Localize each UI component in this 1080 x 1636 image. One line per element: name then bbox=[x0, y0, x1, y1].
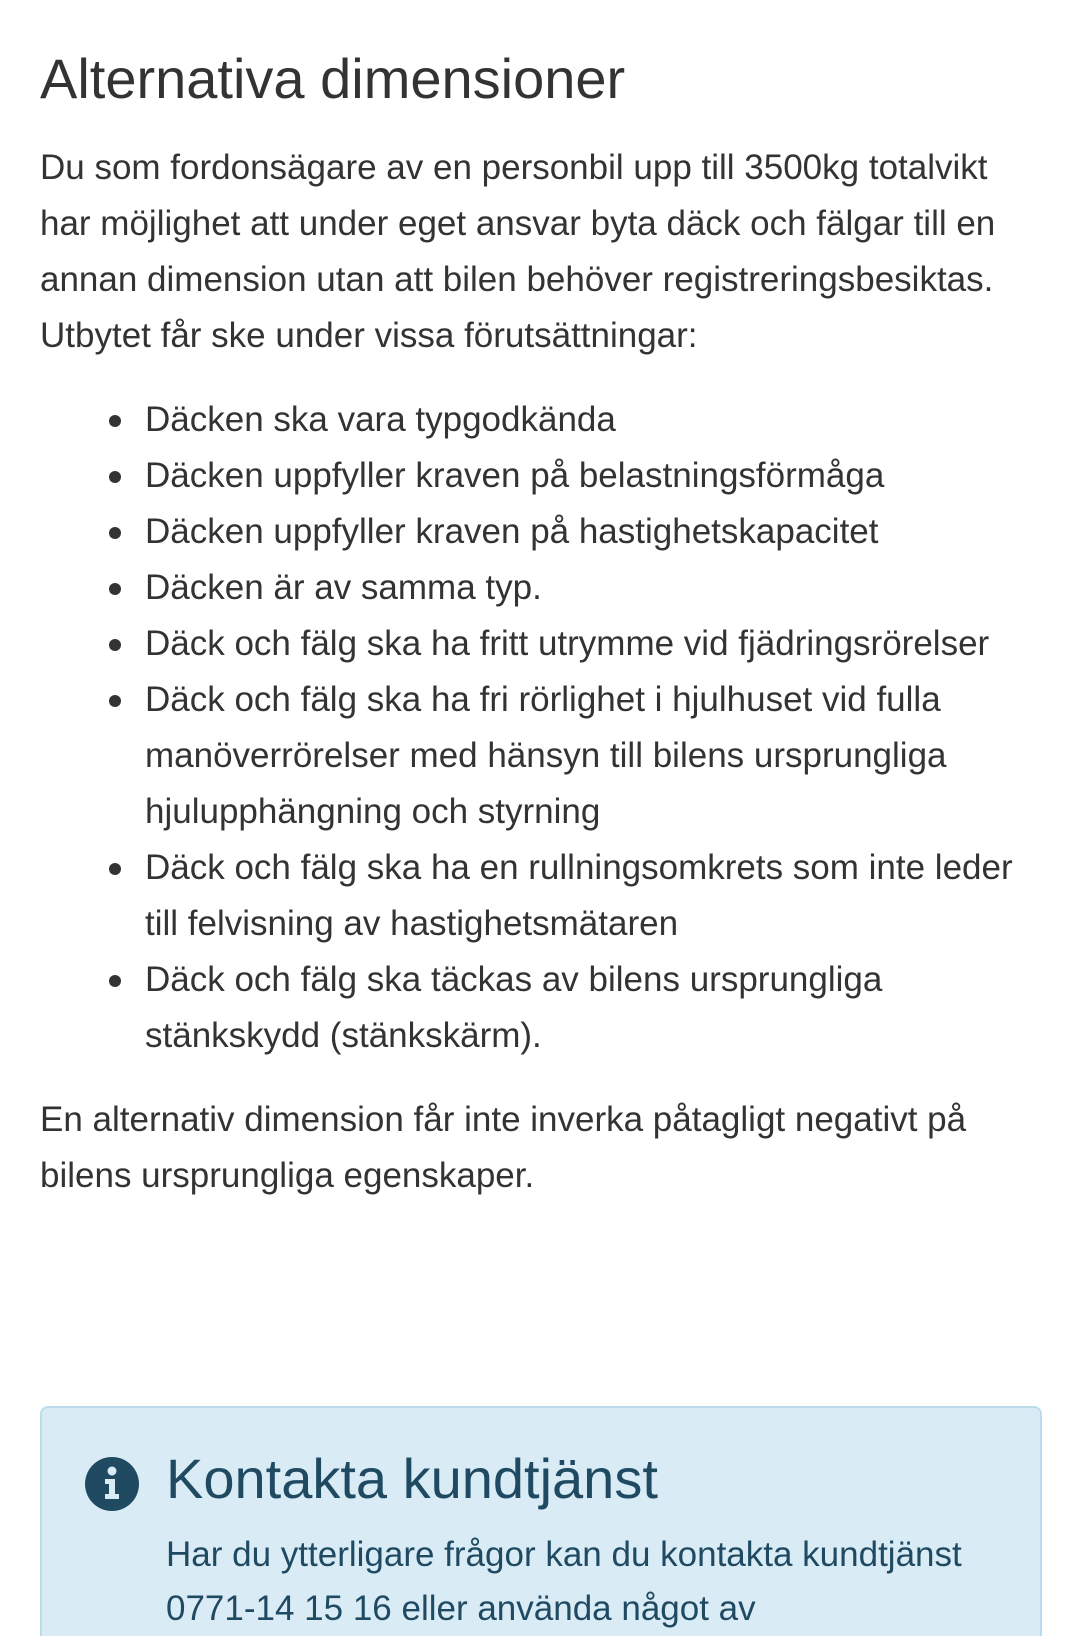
list-item: Däcken är av samma typ. bbox=[145, 560, 1025, 616]
list-item: Däck och fälg ska ha fritt utrymme vid fjädringsrörelser bbox=[145, 616, 1025, 672]
list-item: Däck och fälg ska täckas av bilens ursprungliga stänkskydd (stänkskärm). bbox=[145, 952, 1025, 1064]
contact-info-box bbox=[40, 1406, 1042, 1636]
list-item: Däck och fälg ska ha en rullningsomkrets som inte leder till felvisning av hastighetsmätaren bbox=[145, 840, 1025, 952]
intro-paragraph: Du som fordonsägare av en personbil upp till 3500kg totalvikt har möjlighet att under eget ansvar byta däck och fälgar till en annan dimension utan att bilen behöver registreringsbesiktas. Utbytet får ske under vissa förutsättningar: bbox=[40, 148, 996, 355]
list-item: Däck och fälg ska ha fri rörlighet i hjulhuset vid fulla manöverrörelser med hänsyn till bilens ursprungliga hjulupphängning och styrning bbox=[145, 672, 1025, 840]
list-item: Däcken uppfyller kraven på hastighetskapacitet bbox=[145, 504, 1025, 560]
contact-title: Kontakta kundtjänst bbox=[166, 1447, 658, 1510]
info-icon bbox=[84, 1456, 140, 1512]
requirements-list bbox=[40, 392, 1040, 1064]
outro-paragraph: En alternativ dimension får inte inverka påtagligt negativt på bilens ursprungliga egenskaper. bbox=[40, 1100, 967, 1195]
list-item: Däcken uppfyller kraven på belastningsförmåga bbox=[145, 448, 1025, 504]
list-item: Däcken ska vara typgodkända bbox=[145, 392, 1025, 448]
page-title: Alternativa dimensioner bbox=[40, 47, 626, 110]
contact-text: Har du ytterligare frågor kan du kontakta kundtjänst 0771-14 15 16 eller använda något av bbox=[166, 1535, 962, 1628]
